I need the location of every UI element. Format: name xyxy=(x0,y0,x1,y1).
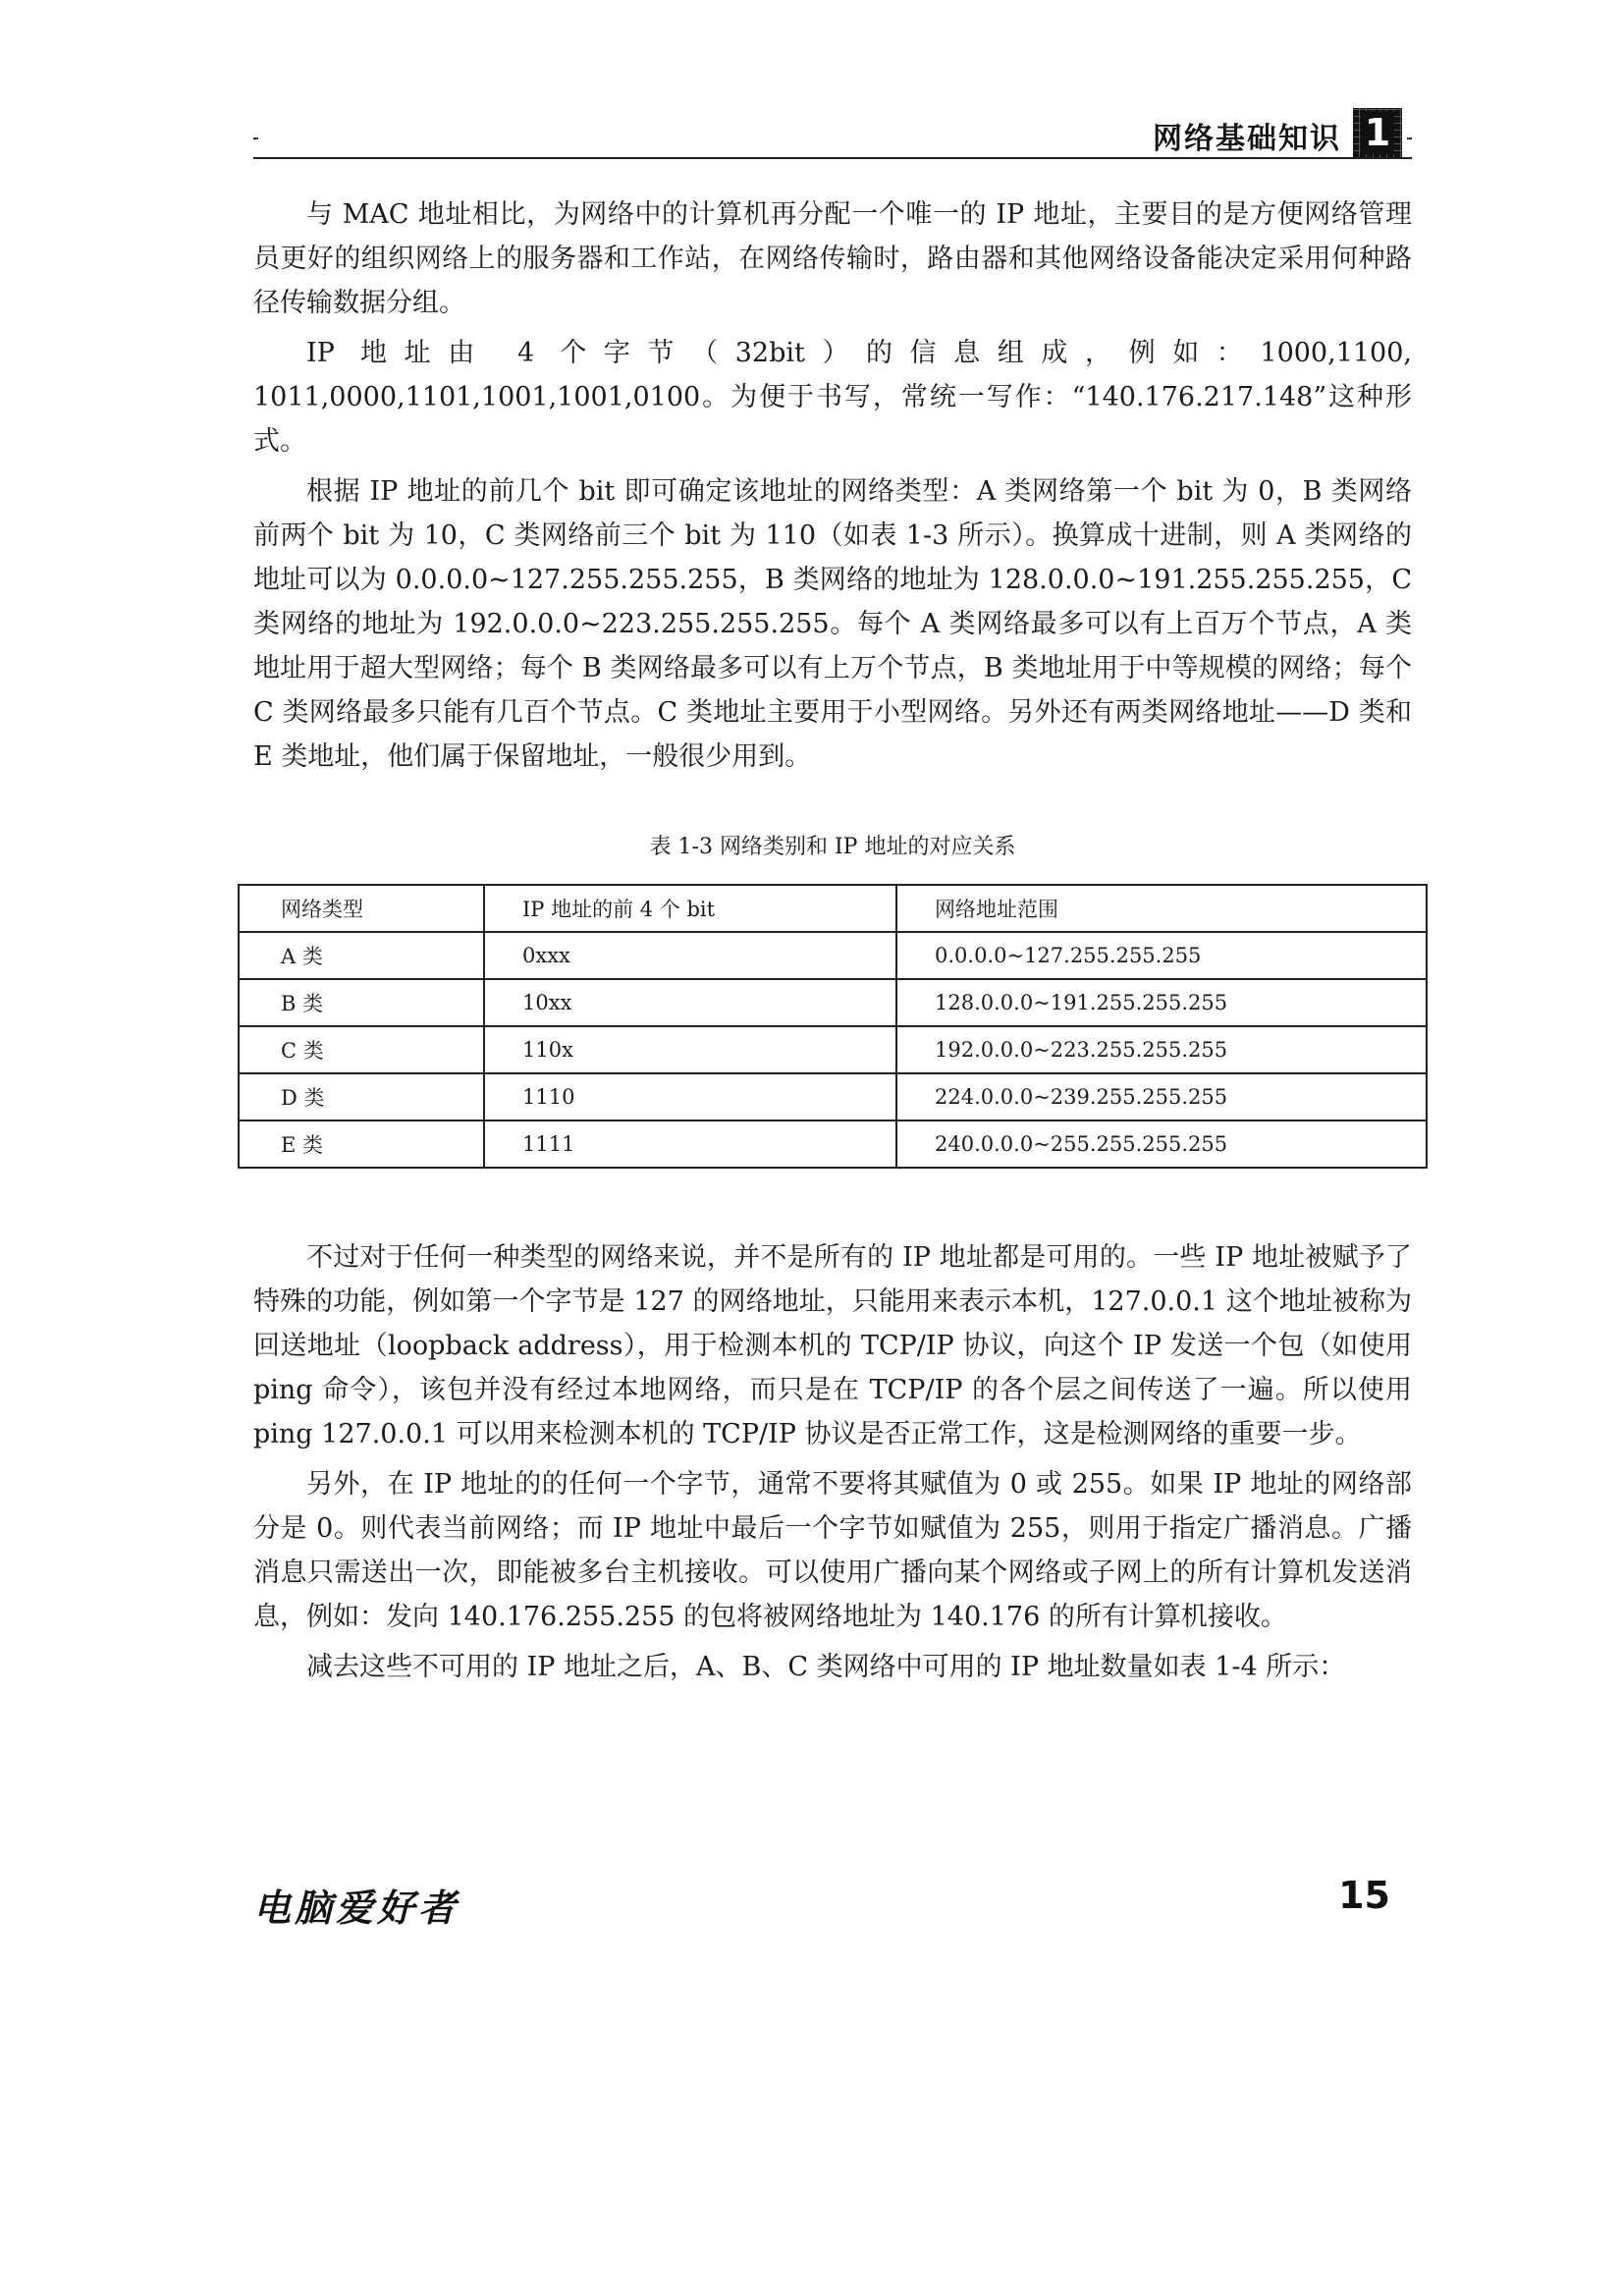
header-dot-right xyxy=(1407,137,1412,139)
page-number: 15 xyxy=(1338,1874,1390,1917)
chapter-title: 网络基础知识 xyxy=(1153,122,1341,156)
paragraph: 另外，在 IP 地址的的任何一个字节，通常不要将其赋值为 0 或 255。如果 IP 地址的网络部分是 0。则代表当前网络；而 IP 地址中最后一个字节如赋值为 255，则用于指定广播消息。广播消息只需送出一次，即能被多台主机接收。可以使用广播向某个网络或子网上的所有计算机发送消息，例如：发向 140.176.255.255 的包将被网络地址为 140.176 的所有计算机接收。 xyxy=(253,1469,1412,1632)
table-cell: E 类 xyxy=(239,1121,484,1168)
table-row xyxy=(239,1026,1427,1073)
paragraph: 不过对于任何一种类型的网络来说，并不是所有的 IP 地址都是可用的。一些 IP 地址被赋予了特殊的功能，例如第一个字节是 127 的网络地址，只能用来表示本机，127.0.0.1 这个地址被称为回送地址（loopback address），用于检测本机的 TCP/IP 协议，向这个 IP 发送一个包（如使用 ping 命令），该包并没有经过本地网络，而只是在 TCP/IP 的各个层之间传送了一遍。所以使用 ping 127.0.0.1 可以用来检测本机的 TCP/IP 协议是否正常工作，这是检测网络的重要一步。 xyxy=(253,1242,1412,1449)
table-cell: B 类 xyxy=(239,979,484,1026)
table-header-row xyxy=(239,885,1427,932)
footer-brand-logo: 电脑爱好者 xyxy=(253,1886,460,1930)
table-cell: 1110 xyxy=(484,1073,896,1121)
table-cell: 1111 xyxy=(484,1121,896,1168)
table-cell: A 类 xyxy=(239,932,484,979)
paragraph: 根据 IP 地址的前几个 bit 即可确定该地址的网络类型：A 类网络第一个 bit 为 0，B 类网络前两个 bit 为 10，C 类网络前三个 bit 为 110（如表 1-3 所示）。换算成十进制，则 A 类网络的地址可以为 0.0.0.0~127.255.255.255，B 类网络的地址为 128.0.0.0~191.255.255.255，C 类网络的地址为 192.0.0.0~223.255.255.255。每个 A 类网络最多可以有上百万个节点，A 类地址用于超大型网络；每个 B 类网络最多可以有上万个节点，B 类地址用于中等规模的网络；每个 C 类网络最多只能有几百个节点。C 类地址主要用于小型网络。另外还有两类网络地址——D 类和 E 类地址，他们属于保留地址，一般很少用到。 xyxy=(253,476,1412,772)
table-header-cell: 网络类型 xyxy=(239,885,484,932)
network-class-table xyxy=(238,884,1428,1169)
table-cell: 192.0.0.0~223.255.255.255 xyxy=(896,1026,1427,1073)
body-text-bottom xyxy=(253,1235,1412,1689)
table-cell: 0xxx xyxy=(484,932,896,979)
page-header xyxy=(253,110,1412,159)
paragraph: IP 地址由 4 个字节（32bit）的信息组成，例如：1000,1100, 1011,0000,1101,1001,1001,0100。为便于书写，常统一写作：“140.176.217.148”这种形式。 xyxy=(253,338,1412,457)
paragraph: 减去这些不可用的 IP 地址之后，A、B、C 类网络中可用的 IP 地址数量如表 1-4 所示： xyxy=(306,1652,1346,1682)
table-cell: C 类 xyxy=(239,1026,484,1073)
table-cell: D 类 xyxy=(239,1073,484,1121)
table-caption: 表 1-3 网络类别和 IP 地址的对应关系 xyxy=(649,835,1016,859)
table-row xyxy=(239,932,1427,979)
paragraph: 与 MAC 地址相比，为网络中的计算机再分配一个唯一的 IP 地址，主要目的是方便网络管理员更好的组织网络上的服务器和工作站，在网络传输时，路由器和其他网络设备能决定采用何种路径传输数据分组。 xyxy=(253,199,1412,318)
table-header-cell: IP 地址的前 4 个 bit xyxy=(484,885,896,932)
chapter-number-badge xyxy=(1353,108,1402,157)
chapter-number: 1 xyxy=(1361,111,1394,154)
table-row xyxy=(239,1073,1427,1121)
table-row xyxy=(239,979,1427,1026)
table-row xyxy=(239,1121,1427,1168)
table-cell: 110x xyxy=(484,1026,896,1073)
table-cell: 240.0.0.0~255.255.255.255 xyxy=(896,1121,1427,1168)
header-rule xyxy=(253,157,1412,159)
body-text-top xyxy=(253,192,1412,779)
table-cell: 10xx xyxy=(484,979,896,1026)
table-cell: 128.0.0.0~191.255.255.255 xyxy=(896,979,1427,1026)
header-dot-left xyxy=(253,137,258,139)
table-header-cell: 网络地址范围 xyxy=(896,885,1427,932)
table-cell: 0.0.0.0~127.255.255.255 xyxy=(896,932,1427,979)
table-cell: 224.0.0.0~239.255.255.255 xyxy=(896,1073,1427,1121)
